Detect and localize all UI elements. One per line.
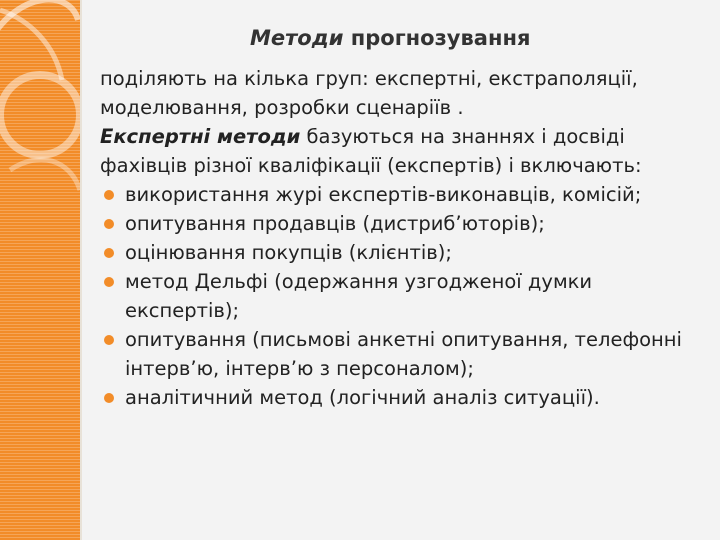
bullet-icon	[104, 219, 114, 229]
methods-list	[100, 180, 712, 412]
expert-methods-term: Експертні методи	[100, 125, 301, 148]
list-item-text: метод Дельфі (одержання узгодженої думки експертів);	[125, 270, 593, 322]
bullet-icon	[104, 248, 114, 258]
title-rest: прогнозування	[343, 26, 531, 50]
list-item-text: аналітичний метод (логічний аналіз ситуації).	[125, 386, 600, 409]
list-item	[100, 325, 712, 383]
list-item	[100, 383, 712, 412]
list-item-text: оцінювання покупців (клієнтів);	[125, 241, 452, 264]
slide-content	[100, 64, 712, 412]
bullet-icon	[104, 277, 114, 287]
expert-methods-description: базуються на знаннях і досвіді фахівців різної кваліфікації (експертів) і включають:	[100, 125, 642, 177]
slide-title	[250, 26, 530, 50]
list-item	[100, 180, 712, 209]
bullet-icon	[104, 393, 114, 403]
swirl-decoration-icon	[0, 0, 80, 540]
vertical-divider	[80, 0, 82, 540]
expert-paragraph	[100, 122, 712, 180]
list-item-text: використання журі експертів-виконавців, комісій;	[125, 183, 642, 206]
bullet-icon	[104, 335, 114, 345]
list-item	[100, 238, 712, 267]
decorative-side-band	[0, 0, 80, 540]
title-emphasis: Методи	[250, 26, 344, 50]
list-item	[100, 209, 712, 238]
bullet-icon	[104, 190, 114, 200]
list-item-text: опитування продавців (дистриб’юторів);	[125, 212, 545, 235]
list-item-text: опитування (письмові анкетні опитування, телефонні інтерв’ю, інтерв’ю з персоналом);	[125, 328, 682, 380]
list-item	[100, 267, 712, 325]
intro-paragraph: поділяють на кілька груп: експертні, екстраполяції, моделювання, розробки сценаріїв .	[100, 67, 638, 119]
